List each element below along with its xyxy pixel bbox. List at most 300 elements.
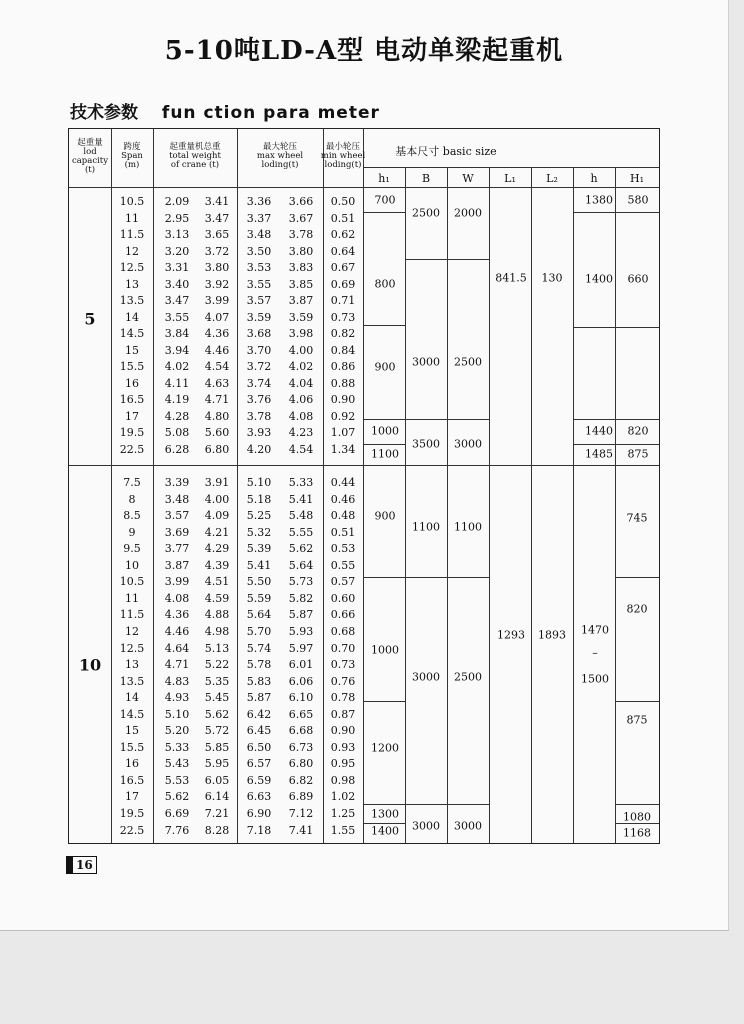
table-cell: 6.80 bbox=[288, 757, 314, 771]
row-rule bbox=[363, 212, 405, 213]
table-cell: 4.71 bbox=[204, 393, 230, 406]
table-cell: 3.87 bbox=[288, 294, 314, 307]
page-number bbox=[66, 856, 97, 874]
table-cell: 14 bbox=[125, 310, 139, 324]
header-line: 起重量机总重 bbox=[169, 142, 221, 152]
w-value: 2500 bbox=[454, 355, 482, 369]
table-cell: 6.10 bbox=[288, 691, 314, 705]
table-cell: 6.01 bbox=[288, 658, 314, 672]
table-cell: 6.45 bbox=[246, 724, 272, 738]
table-cell: 3.98 bbox=[288, 327, 314, 340]
h1-height-value: 820 bbox=[626, 602, 648, 616]
l1-value: 841.5 bbox=[495, 271, 527, 285]
table-cell: 7.12 bbox=[288, 807, 314, 820]
table-cell: 3.48 bbox=[246, 228, 272, 241]
header-line: min wheel bbox=[320, 151, 366, 161]
table-cell: 0.55 bbox=[330, 558, 356, 572]
table-cell: 5.22 bbox=[204, 658, 230, 672]
table-cell: 0.62 bbox=[330, 228, 356, 241]
table-cell: 0.53 bbox=[330, 542, 356, 556]
table-cell: 5.41 bbox=[246, 558, 272, 572]
table-cell: 4.54 bbox=[288, 442, 314, 456]
table-cell: 15 bbox=[125, 343, 139, 357]
row-rule bbox=[573, 419, 659, 420]
h1-height-value: 1168 bbox=[623, 826, 651, 840]
header-line: 最小轮压 bbox=[325, 142, 361, 152]
table-cell: 9.5 bbox=[123, 542, 141, 556]
row-rule bbox=[405, 577, 489, 578]
header-basic-size: 基本尺寸 basic size bbox=[395, 145, 497, 158]
table-cell: 4.51 bbox=[204, 575, 230, 589]
column-rule bbox=[111, 129, 112, 843]
table-cell: 5.64 bbox=[288, 558, 314, 572]
row-rule bbox=[405, 259, 489, 260]
table-cell: 5.45 bbox=[204, 691, 230, 705]
row-rule bbox=[573, 327, 659, 328]
table-cell: 7.41 bbox=[288, 823, 314, 837]
subheader-rule bbox=[363, 167, 659, 168]
w-value: 2500 bbox=[454, 670, 482, 684]
table-cell: 6.80 bbox=[204, 442, 230, 456]
table-cell: 0.88 bbox=[330, 376, 356, 390]
table-cell: 6.90 bbox=[246, 807, 272, 820]
table-cell: 0.73 bbox=[330, 658, 356, 672]
table-cell: 4.06 bbox=[288, 393, 314, 406]
header-max-wheel bbox=[257, 143, 303, 170]
table-cell: 4.93 bbox=[164, 691, 190, 705]
table-cell: 0.68 bbox=[330, 624, 356, 638]
table-cell: 0.71 bbox=[330, 294, 356, 307]
column-rule bbox=[237, 129, 238, 843]
h1-value: 1200 bbox=[371, 741, 399, 755]
table-cell: 4.80 bbox=[204, 409, 230, 423]
h1-value: 700 bbox=[374, 193, 396, 207]
h-value: 1500 bbox=[581, 672, 609, 686]
table-cell: 3.37 bbox=[246, 211, 272, 225]
table-cell: 4.11 bbox=[164, 376, 190, 390]
table-cell: 4.46 bbox=[204, 343, 230, 357]
table-cell: 6.69 bbox=[164, 807, 190, 820]
table-cell: 3.93 bbox=[246, 426, 272, 439]
table-cell: 0.92 bbox=[330, 409, 356, 423]
table-cell: 6.89 bbox=[288, 790, 314, 804]
b-value: 3000 bbox=[412, 355, 440, 369]
row-rule bbox=[615, 577, 659, 578]
table-cell: 4.19 bbox=[164, 393, 190, 406]
table-cell: 22.5 bbox=[119, 442, 145, 456]
header-lifting-capacity bbox=[72, 139, 108, 175]
table-cell: 6.28 bbox=[164, 442, 190, 456]
table-cell: 3.83 bbox=[288, 261, 314, 274]
table-cell: 16.5 bbox=[119, 393, 145, 406]
table-cell: 5.62 bbox=[204, 707, 230, 721]
table-cell: 6.50 bbox=[246, 740, 272, 754]
table-cell: 5.33 bbox=[164, 740, 190, 754]
table-cell: 0.51 bbox=[330, 525, 356, 539]
table-cell: 3.59 bbox=[288, 310, 314, 324]
table-cell: 3.55 bbox=[164, 310, 190, 324]
table-cell: 15.5 bbox=[119, 360, 145, 373]
row-rule bbox=[363, 419, 405, 420]
header-sub: h₁ bbox=[378, 172, 390, 185]
row-rule bbox=[405, 804, 489, 805]
h1-height-value: 875 bbox=[627, 447, 649, 461]
header-line: capacity bbox=[71, 156, 109, 166]
section-heading-zh: 技术参数 bbox=[70, 103, 138, 123]
table-cell: 5.59 bbox=[246, 591, 272, 605]
table-cell: 6.42 bbox=[246, 707, 272, 721]
h1-value: 900 bbox=[374, 509, 396, 523]
table-cell: 10 bbox=[125, 558, 139, 572]
table-cell: 12 bbox=[125, 244, 139, 258]
table-cell: 5.48 bbox=[288, 509, 314, 523]
h1-value: 1000 bbox=[371, 643, 399, 657]
table-cell: 9 bbox=[128, 525, 136, 539]
table-cell: 5.10 bbox=[246, 476, 272, 489]
table-cell: 5.83 bbox=[246, 674, 272, 688]
table-cell: 5.50 bbox=[246, 575, 272, 589]
h1-value: 1000 bbox=[371, 424, 399, 438]
table-cell: 12.5 bbox=[119, 641, 145, 655]
l2-value: 1893 bbox=[538, 628, 566, 642]
table-cell: 0.87 bbox=[330, 707, 356, 721]
table-cell: 5.35 bbox=[204, 674, 230, 688]
table-cell: 22.5 bbox=[119, 823, 145, 837]
table-cell: 4.59 bbox=[204, 591, 230, 605]
table-cell: 1.07 bbox=[330, 426, 356, 439]
table-cell: 4.54 bbox=[204, 360, 230, 373]
header-sub: L₂ bbox=[546, 172, 558, 185]
table-cell: 5.13 bbox=[204, 641, 230, 655]
table-cell: 4.64 bbox=[164, 641, 190, 655]
page-title: 5-10吨LD-A型 电动单梁起重机 bbox=[164, 36, 564, 66]
table-cell: 5.78 bbox=[246, 658, 272, 672]
l1-value: 1293 bbox=[497, 628, 525, 642]
table-cell: 4.00 bbox=[204, 492, 230, 506]
table-cell: 3.13 bbox=[164, 228, 190, 241]
table-cell: 6.82 bbox=[288, 773, 314, 787]
table-cell: 19.5 bbox=[119, 807, 145, 820]
h1-height-value: 1080 bbox=[623, 810, 651, 824]
h-value: 1470 bbox=[581, 623, 609, 637]
table-cell: 3.20 bbox=[164, 244, 190, 258]
table-cell: 3.47 bbox=[204, 211, 230, 225]
table-cell: 3.50 bbox=[246, 244, 272, 258]
b-value: 3000 bbox=[412, 670, 440, 684]
table-cell: 6.65 bbox=[288, 707, 314, 721]
table-cell: 0.95 bbox=[330, 757, 356, 771]
table-cell: 4.71 bbox=[164, 658, 190, 672]
table-cell: 5.64 bbox=[246, 608, 272, 622]
group-rule bbox=[69, 465, 659, 466]
row-rule bbox=[363, 701, 405, 702]
table-cell: 0.50 bbox=[330, 195, 356, 208]
header-crane-weight bbox=[169, 143, 221, 170]
table-cell: 4.07 bbox=[204, 310, 230, 324]
table-cell: 2.09 bbox=[164, 195, 190, 208]
table-cell: 1.34 bbox=[330, 442, 356, 456]
table-cell: 8 bbox=[128, 492, 136, 506]
table-cell: 6.57 bbox=[246, 757, 272, 771]
table-cell: 3.70 bbox=[246, 343, 272, 357]
table-cell: 6.63 bbox=[246, 790, 272, 804]
table-cell: 0.44 bbox=[330, 476, 356, 489]
column-rule bbox=[363, 129, 364, 843]
table-cell: 3.72 bbox=[246, 360, 272, 373]
header-line: (t) bbox=[84, 165, 96, 175]
w-value: 2000 bbox=[454, 206, 482, 220]
table-cell: 4.04 bbox=[288, 376, 314, 390]
table-cell: 3.74 bbox=[246, 376, 272, 390]
table-cell: 0.57 bbox=[330, 575, 356, 589]
table-cell: 0.67 bbox=[330, 261, 356, 274]
table-cell: 12 bbox=[125, 624, 139, 638]
table-cell: 6.68 bbox=[288, 724, 314, 738]
table-cell: 3.40 bbox=[164, 277, 190, 291]
h-value: 1380 bbox=[585, 193, 613, 207]
table-cell: 12.5 bbox=[119, 261, 145, 274]
table-cell: 3.87 bbox=[164, 558, 190, 572]
table-cell: 3.66 bbox=[288, 195, 314, 208]
table-cell: 5.85 bbox=[204, 740, 230, 754]
table-cell: 3.77 bbox=[164, 542, 190, 556]
table-cell: 3.91 bbox=[204, 476, 230, 489]
table-cell: 0.98 bbox=[330, 773, 356, 787]
table-cell: 0.73 bbox=[330, 310, 356, 324]
table-cell: 8.28 bbox=[204, 823, 230, 837]
header-line: 起重量 bbox=[77, 138, 103, 148]
row-rule bbox=[363, 577, 405, 578]
header-line: 最大轮压 bbox=[262, 142, 297, 152]
table-cell: 5.74 bbox=[246, 641, 272, 655]
h1-value: 1400 bbox=[371, 824, 399, 838]
table-cell: 1.02 bbox=[330, 790, 356, 804]
b-value: 3000 bbox=[412, 819, 440, 833]
table-cell: 3.57 bbox=[164, 509, 190, 523]
row-rule bbox=[363, 444, 405, 445]
table-cell: 17 bbox=[125, 409, 139, 423]
column-rule bbox=[153, 129, 154, 843]
spec-table bbox=[68, 128, 660, 844]
row-rule bbox=[615, 804, 659, 805]
column-rule bbox=[531, 167, 532, 843]
table-cell: 7.5 bbox=[123, 476, 141, 489]
l2-value: 130 bbox=[541, 271, 563, 285]
table-cell: 16.5 bbox=[119, 773, 145, 787]
table-cell: 3.78 bbox=[288, 228, 314, 241]
table-cell: 0.51 bbox=[330, 211, 356, 225]
table-cell: 5.18 bbox=[246, 492, 272, 506]
table-cell: 5.10 bbox=[164, 707, 190, 721]
table-cell: 3.80 bbox=[204, 261, 230, 274]
header-sub: L₁ bbox=[504, 172, 516, 185]
table-cell: 5.82 bbox=[288, 591, 314, 605]
table-cell: 4.28 bbox=[164, 409, 190, 423]
capacity-10: 10 bbox=[78, 655, 102, 675]
table-cell: 5.97 bbox=[288, 641, 314, 655]
table-cell: 11 bbox=[125, 211, 139, 225]
table-cell: 5.25 bbox=[246, 509, 272, 523]
table-cell: 4.98 bbox=[204, 624, 230, 638]
capacity-5: 5 bbox=[84, 309, 96, 329]
page-number-value: 16 bbox=[72, 856, 97, 874]
table-cell: 5.55 bbox=[288, 525, 314, 539]
table-cell: 0.69 bbox=[330, 277, 356, 291]
column-rule bbox=[447, 167, 448, 843]
table-cell: 4.36 bbox=[204, 327, 230, 340]
table-cell: 3.39 bbox=[164, 476, 190, 489]
table-cell: 6.05 bbox=[204, 773, 230, 787]
header-sub: h bbox=[590, 172, 598, 185]
column-rule bbox=[323, 129, 324, 843]
w-value: 3000 bbox=[454, 819, 482, 833]
table-cell: 6.59 bbox=[246, 773, 272, 787]
section-heading-en: fun ction para meter bbox=[161, 103, 380, 123]
header-line: (m) bbox=[124, 160, 140, 170]
table-cell: 5.60 bbox=[204, 426, 230, 439]
table-cell: 4.02 bbox=[288, 360, 314, 373]
table-cell: 3.47 bbox=[164, 294, 190, 307]
table-cell: 3.84 bbox=[164, 327, 190, 340]
table-cell: 11.5 bbox=[119, 608, 145, 622]
table-cell: 3.65 bbox=[204, 228, 230, 241]
table-cell: 0.46 bbox=[330, 492, 356, 506]
row-rule bbox=[405, 419, 489, 420]
table-cell: 0.84 bbox=[330, 343, 356, 357]
table-cell: 14.5 bbox=[119, 327, 145, 340]
table-cell: 3.31 bbox=[164, 261, 190, 274]
table-cell: 4.83 bbox=[164, 674, 190, 688]
table-cell: 4.20 bbox=[246, 442, 272, 456]
table-cell: 0.76 bbox=[330, 674, 356, 688]
w-value: 1100 bbox=[454, 520, 482, 534]
table-cell: 6.73 bbox=[288, 740, 314, 754]
table-cell: 3.57 bbox=[246, 294, 272, 307]
table-cell: 3.48 bbox=[164, 492, 190, 506]
column-rule bbox=[615, 167, 616, 843]
table-cell: 13 bbox=[125, 277, 139, 291]
header-span bbox=[121, 143, 143, 170]
table-cell: 5.39 bbox=[246, 542, 272, 556]
header-rule bbox=[69, 187, 659, 188]
table-cell: 3.92 bbox=[204, 277, 230, 291]
table-cell: 3.36 bbox=[246, 195, 272, 208]
table-cell: 11 bbox=[125, 591, 139, 605]
h1-value: 800 bbox=[374, 277, 396, 291]
header-line: max wheel bbox=[256, 151, 304, 161]
table-cell: 13.5 bbox=[119, 294, 145, 307]
header-sub: W bbox=[462, 172, 474, 185]
table-cell: 3.68 bbox=[246, 327, 272, 340]
table-cell: 3.41 bbox=[204, 195, 230, 208]
table-cell: 4.21 bbox=[204, 525, 230, 539]
table-cell: 16 bbox=[125, 376, 139, 390]
table-cell: 14 bbox=[125, 691, 139, 705]
table-cell: 3.85 bbox=[288, 277, 314, 291]
table-cell: 19.5 bbox=[119, 426, 145, 439]
table-cell: 17 bbox=[125, 790, 139, 804]
table-cell: 13 bbox=[125, 658, 139, 672]
table-cell: 1.25 bbox=[330, 807, 356, 820]
table-cell: 7.21 bbox=[204, 807, 230, 820]
table-cell: 3.53 bbox=[246, 261, 272, 274]
h1-height-value: 580 bbox=[627, 193, 649, 207]
row-rule bbox=[615, 701, 659, 702]
b-value: 1100 bbox=[412, 520, 440, 534]
header-sub: B bbox=[421, 172, 431, 185]
table-cell: 6.06 bbox=[288, 674, 314, 688]
table-cell: 10.5 bbox=[119, 575, 145, 589]
table-cell: 3.67 bbox=[288, 211, 314, 225]
row-rule bbox=[363, 804, 405, 805]
table-cell: 0.90 bbox=[330, 724, 356, 738]
header-sub: H₁ bbox=[629, 172, 645, 185]
table-cell: 5.62 bbox=[164, 790, 190, 804]
table-cell: 5.93 bbox=[288, 624, 314, 638]
header-line: loding(t) bbox=[261, 160, 299, 170]
table-cell: 7.76 bbox=[164, 823, 190, 837]
table-cell: 10.5 bbox=[119, 195, 145, 208]
table-cell: 3.99 bbox=[204, 294, 230, 307]
table-cell: 4.23 bbox=[288, 426, 314, 439]
h1-height-value: 745 bbox=[626, 511, 648, 525]
table-cell: 4.29 bbox=[204, 542, 230, 556]
table-cell: 3.59 bbox=[246, 310, 272, 324]
table-cell: 0.60 bbox=[330, 591, 356, 605]
h-value: 1440 bbox=[585, 424, 613, 438]
column-rule bbox=[573, 167, 574, 843]
table-cell: 7.18 bbox=[246, 823, 272, 837]
table-cell: 5.43 bbox=[164, 757, 190, 771]
table-cell: 4.39 bbox=[204, 558, 230, 572]
w-value: 3000 bbox=[454, 437, 482, 451]
table-cell: 4.36 bbox=[164, 608, 190, 622]
column-rule bbox=[405, 167, 406, 843]
table-cell: 4.46 bbox=[164, 624, 190, 638]
table-cell: 15 bbox=[125, 724, 139, 738]
table-cell: 3.99 bbox=[164, 575, 190, 589]
header-line: lod bbox=[83, 147, 97, 157]
h1-height-value: 875 bbox=[626, 713, 648, 727]
table-cell: 0.82 bbox=[330, 327, 356, 340]
table-cell: 3.69 bbox=[164, 525, 190, 539]
h1-value: 1300 bbox=[371, 807, 399, 821]
table-cell: 5.70 bbox=[246, 624, 272, 638]
h1-value: 1100 bbox=[371, 447, 399, 461]
table-cell: 5.87 bbox=[288, 608, 314, 622]
header-line: Span bbox=[121, 151, 143, 161]
table-cell: 5.41 bbox=[288, 492, 314, 506]
table-cell: 5.73 bbox=[288, 575, 314, 589]
header-line: loding(t) bbox=[324, 160, 362, 170]
table-cell: 0.78 bbox=[330, 691, 356, 705]
table-cell: 3.55 bbox=[246, 277, 272, 291]
table-cell: 13.5 bbox=[119, 674, 145, 688]
row-rule bbox=[573, 212, 659, 213]
section-heading bbox=[70, 98, 380, 123]
header-line: of crane (t) bbox=[170, 160, 220, 170]
table-cell: 8.5 bbox=[123, 509, 141, 523]
h1-height-value: 660 bbox=[627, 272, 649, 286]
table-cell: 5.72 bbox=[204, 724, 230, 738]
table-cell: 0.48 bbox=[330, 509, 356, 523]
h-range-dash: – bbox=[592, 646, 598, 660]
table-cell: 3.72 bbox=[204, 244, 230, 258]
header-line: total weight bbox=[169, 151, 221, 161]
table-cell: 4.09 bbox=[204, 509, 230, 523]
h-value: 1485 bbox=[585, 447, 613, 461]
table-cell: 5.33 bbox=[288, 476, 314, 489]
